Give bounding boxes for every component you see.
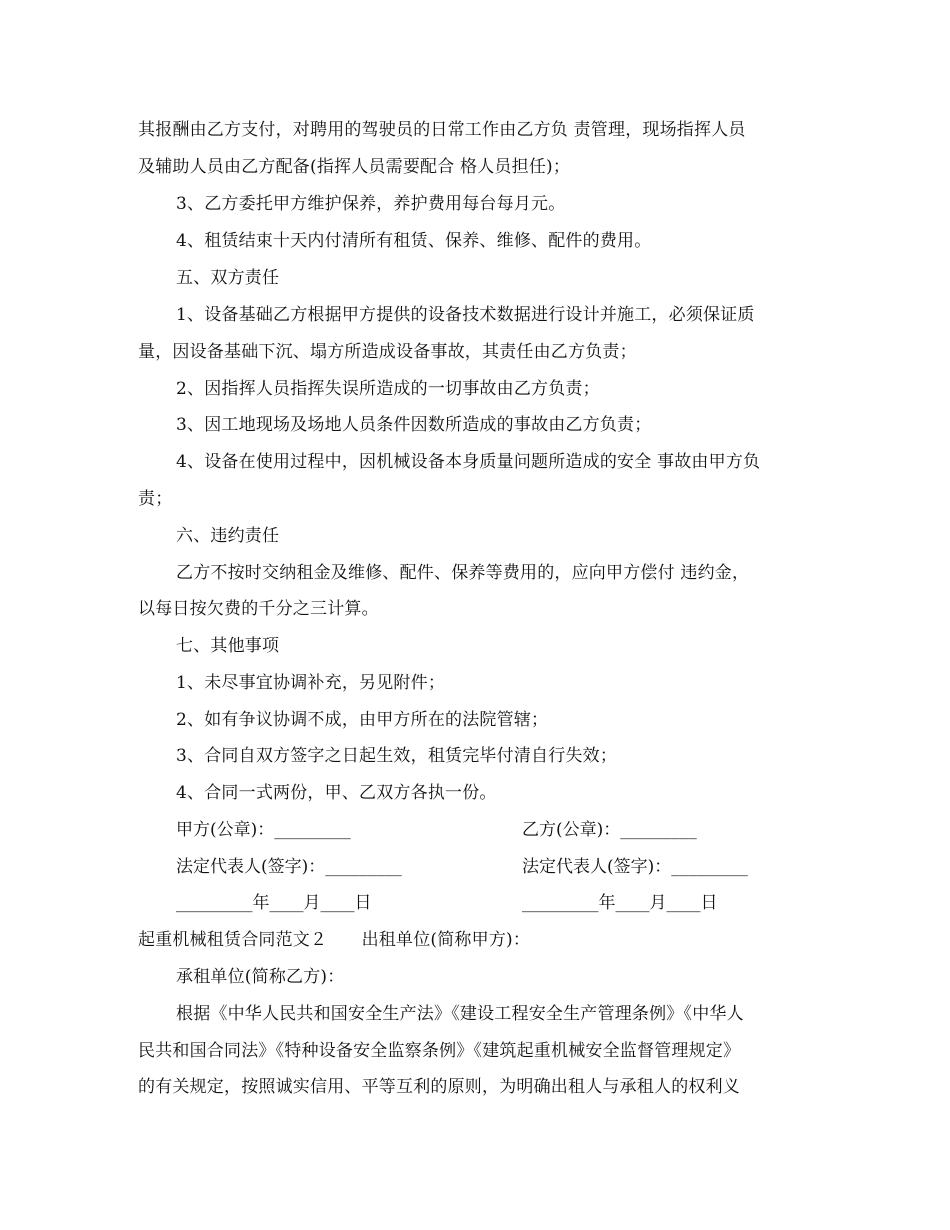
paragraph-line: 的有关规定，按照诚实信用、平等互利的原则，为明确出租人与承租人的权利义 <box>138 1077 740 1097</box>
party-b-date: _________年____月____日 <box>522 893 718 913</box>
clause-line: 4、合同一式两份，甲、乙双方各执一份。 <box>176 783 497 803</box>
clause-line: 4、租赁结束十天内付清所有租赁、保养、维修、配件的费用。 <box>176 231 652 251</box>
party-a-date: _________年____月____日 <box>176 893 372 913</box>
clause-line: 2、如有争议协调不成，由甲方所在的法院管辖； <box>176 710 549 730</box>
clause-line: 3、因工地现场及场地人员条件因数所造成的事故由乙方负责； <box>176 415 652 435</box>
clause-line: 1、设备基础乙方根据甲方提供的设备技术数据进行设计并施工，必须保证质 <box>176 305 755 325</box>
party-b-seal: 乙方(公章)：_________ <box>522 820 697 840</box>
party-a-representative: 法定代表人(签字)：_________ <box>176 857 402 877</box>
paragraph-line: 量，因设备基础下沉、塌方所造成设备事故，其责任由乙方负责； <box>138 342 637 362</box>
paragraph-line: 其报酬由乙方支付，对聘用的驾驶员的日常工作由乙方负 责管理，现场指挥人员 <box>138 120 746 140</box>
second-contract-title: 起重机械租赁合同范文２ 出租单位(简称甲方)： <box>138 930 531 950</box>
clause-line: 3、乙方委托甲方维护保养，养护费用每台每月元。 <box>176 194 566 214</box>
paragraph-line: 以每日按欠费的千分之三计算。 <box>138 599 379 619</box>
paragraph-line: 责； <box>138 489 173 509</box>
clause-line: 3、合同自双方签字之日起生效，租赁完毕付清自行失效； <box>176 746 618 766</box>
section-heading: 五、双方责任 <box>176 268 280 288</box>
party-b-representative: 法定代表人(签字)：_________ <box>522 857 748 877</box>
lessee-line: 承租单位(简称乙方)： <box>176 967 345 987</box>
clause-line: 乙方不按时交纳租金及维修、配件、保养等费用的，应向甲方偿付 违约金， <box>176 563 750 583</box>
section-heading: 七、其他事项 <box>176 636 280 656</box>
paragraph-line: 根据《中华人民共和国安全生产法》《建设工程安全生产管理条例》《中华人 <box>176 1004 744 1024</box>
paragraph-line: 及辅助人员由乙方配备(指挥人员需要配合 格人员担任)； <box>138 157 571 177</box>
clause-line: 2、因指挥人员指挥失误所造成的一切事故由乙方负责； <box>176 379 600 399</box>
paragraph-line: 民共和国合同法》《特种设备安全监察条例》《建筑起重机械安全监督管理规定》 <box>138 1041 741 1061</box>
party-a-seal: 甲方(公章)：_________ <box>176 820 351 840</box>
clause-line: 4、设备在使用过程中，因机械设备本身质量问题所造成的安全 事故由甲方负 <box>176 452 761 472</box>
section-heading: 六、违约责任 <box>176 526 280 546</box>
clause-line: 1、未尽事宜协调补充，另见附件； <box>176 673 446 693</box>
